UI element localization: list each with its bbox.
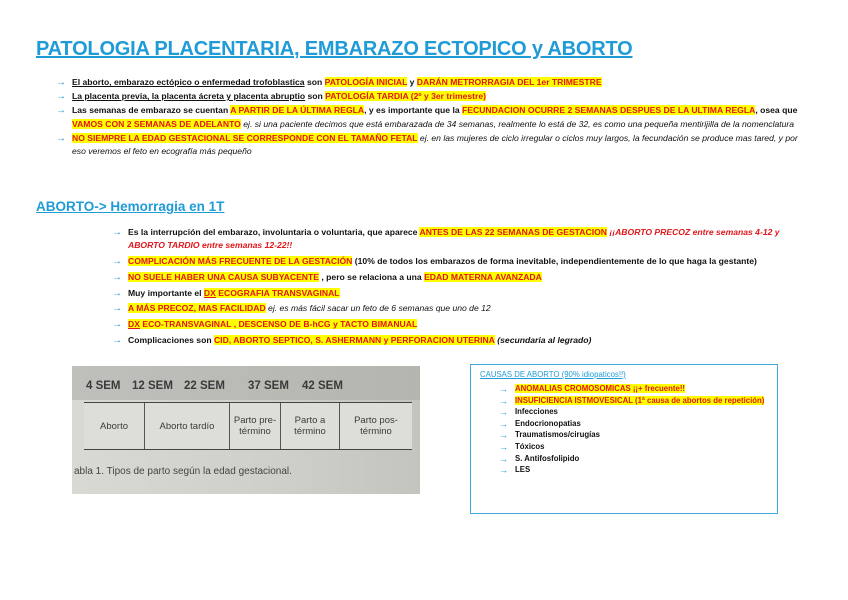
arrow-icon: → (499, 384, 508, 394)
note-text: ¡¡ABORTO PRECOZ entre semanas 4-12 y ABORTO TARDIO entre semanas 12-22!! (128, 227, 780, 251)
highlight-text: PATOLOGÍA INICIAL (324, 77, 408, 87)
highlight-text: EDAD MATERNA AVANZADA (424, 271, 542, 282)
table-cell: Aborto (84, 403, 144, 449)
list-item (499, 396, 769, 407)
intro-text: son (304, 77, 325, 87)
table-cell: Parto pos-término (339, 403, 412, 449)
arrow-icon: → (499, 453, 508, 464)
highlight-text: VAMOS CON 2 SEMANAS DE ADELANTO (72, 118, 241, 129)
aborto-text: Es la interrupción del embarazo, involuntaria o voluntaria, que aparece (128, 227, 420, 237)
cause-text: Infecciones (515, 407, 558, 417)
aborto-list (112, 226, 812, 350)
causes-title: CAUSAS DE ABORTO (90% idiopaticos!!) (480, 370, 626, 379)
cause-text: Traumatismos/cirugías (515, 430, 600, 440)
intro-list (56, 76, 806, 159)
photo-caption: abla 1. Tipos de parto según la edad gestacional. (74, 466, 292, 477)
page-title: PATOLOGIA PLACENTARIA, EMBARAZO ECTOPICO y ABORTO (36, 38, 633, 60)
list-item (56, 132, 806, 158)
list-item (499, 442, 769, 453)
highlight-text: DX (128, 319, 140, 330)
intro-text: , y es importante que la (364, 105, 462, 116)
highlight-text: NO SIEMPRE LA EDAD GESTACIONAL SE CORRESPONDE CON EL TAMAÑO FETAL (72, 132, 418, 143)
highlight-text: DX (203, 287, 216, 298)
highlight-text: COMPLICACIÓN MÁS FRECUENTE DE LA GESTACIÓN (128, 256, 353, 266)
intro-text: El aborto, embarazo ectópico o enfermedad trofoblastica (72, 77, 305, 87)
table-cell: Parto pre-término (229, 403, 280, 449)
arrow-icon: → (56, 105, 66, 117)
list-item (56, 76, 806, 89)
arrow-icon: → (56, 91, 66, 103)
arrow-icon: → (56, 77, 66, 88)
list-item (56, 104, 806, 130)
table-cell: Aborto tardío (144, 403, 229, 449)
photo-header (72, 366, 420, 400)
list-item (112, 271, 812, 284)
list-item (499, 454, 769, 465)
list-item (56, 90, 806, 103)
highlight-text: CID, ABORTO SEPTICO, S. ASHERMANN y PERFORACION UTERINA (213, 334, 495, 345)
highlight-text: INSUFICIENCIA ISTMOVESICAL (1ª causa de abortos de repetición) (515, 395, 765, 405)
arrow-icon: → (499, 430, 508, 441)
causes-box (470, 364, 778, 514)
cause-text: LES (515, 465, 531, 475)
arrow-icon: → (112, 271, 122, 283)
highlight-text: FECUNDACION OCURRE 2 SEMANAS DESPUES DE LA ULTIMA REGLA (462, 105, 756, 116)
arrow-icon: → (112, 334, 122, 346)
list-item (112, 318, 812, 331)
intro-text: son (305, 91, 326, 102)
highlight-text: PATOLOGÍA TARDIA (2º y 3er trimestre) (325, 91, 487, 102)
arrow-icon: → (499, 418, 508, 429)
example-text: ej. en las mujeres de ciclo irregular o ciclos muy largos, la fecundación se produce mas tared, y por eso veremos el feto en ecografía más pequeño (72, 132, 798, 157)
arrow-icon: → (56, 132, 66, 144)
arrow-icon: → (499, 395, 508, 406)
highlight-text: A PARTIR DE LA ÚLTIMA REGLA (230, 105, 365, 116)
list-item (499, 407, 769, 418)
highlight-text: NO SUELE HABER UNA CAUSA SUBYACENTE (128, 271, 319, 282)
list-item (112, 334, 812, 347)
highlight-text: ECOGRAFIA TRANSVAGINAL (215, 287, 340, 298)
highlight-text: A MÁS PRECOZ, MAS FACILIDAD (128, 303, 266, 314)
week-label: 12 SEM (132, 380, 173, 392)
list-item (112, 255, 812, 268)
intro-text: y (407, 77, 417, 87)
list-item (112, 302, 812, 315)
causes-list (499, 384, 769, 477)
list-item (112, 287, 812, 300)
cause-text: Endocrionopatias (515, 418, 581, 428)
aborto-text: Complicaciones son (128, 334, 214, 345)
aborto-text: (10% de todos los embarazos de forma inevitable, independientemente de lo que haga la gestante) (352, 256, 757, 266)
highlight-text: ANTES DE LAS 22 SEMANAS DE GESTACION (419, 227, 607, 237)
photo-table-row (84, 402, 412, 450)
intro-text: , osea que (755, 105, 798, 116)
cause-text: S. Antifosfolipido (515, 453, 580, 463)
highlight-text: DARÁN METRORRAGIA DEL 1er TRIMESTRE (416, 77, 602, 87)
list-item (499, 384, 769, 395)
gestational-age-table-photo (72, 366, 420, 494)
section-title: ABORTO-> Hemorragia en 1T (36, 199, 225, 214)
week-label: 22 SEM (184, 380, 225, 392)
example-text: ej. si una paciente decimos que está embarazada de 34 semanas, realmente lo está de 32, es como una pequeña mentirijilla de la nomenclatura (240, 118, 795, 129)
arrow-icon: → (112, 287, 122, 299)
list-item (499, 430, 769, 441)
cause-text: Tóxicos (515, 441, 545, 451)
aborto-text: Muy importante el (128, 287, 204, 298)
arrow-icon: → (112, 256, 122, 267)
list-item (499, 419, 769, 430)
arrow-icon: → (112, 319, 122, 331)
arrow-icon: → (499, 407, 508, 418)
example-text: ej. es más fácil sacar un feto de 6 semanas que uno de 12 (265, 303, 491, 314)
week-label: 37 SEM (248, 380, 289, 392)
intro-text: La placenta previa, la placenta ácreta y placenta abruptio (72, 91, 306, 102)
arrow-icon: → (499, 441, 508, 452)
highlight-text: ECO-TRANSVAGINAL , DESCENSO DE B-hCG y TACTO BIMANUAL (139, 319, 418, 330)
highlight-text: ANOMALIAS CROMOSOMICAS ¡¡+ frecuente!! (515, 384, 686, 393)
aborto-text: , pero se relaciona a una (319, 271, 425, 282)
week-label: 4 SEM (86, 380, 121, 392)
arrow-icon: → (112, 303, 122, 315)
aborto-text: (secundaria al legrado) (494, 334, 592, 345)
arrow-icon: → (499, 465, 508, 476)
intro-text: Las semanas de embarazo se cuentan (72, 105, 231, 116)
list-item (499, 465, 769, 476)
table-cell: Parto a término (280, 403, 339, 449)
arrow-icon: → (112, 227, 122, 238)
list-item (112, 226, 812, 252)
week-label: 42 SEM (302, 380, 343, 392)
